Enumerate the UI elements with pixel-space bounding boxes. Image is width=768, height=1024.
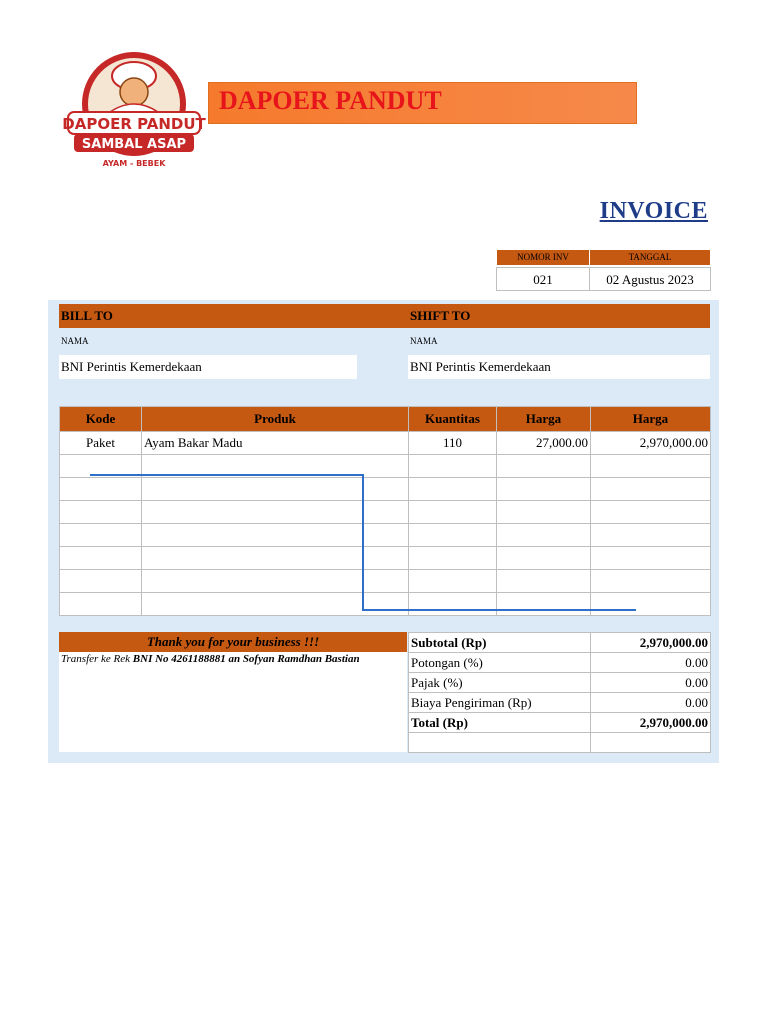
subtotal-row (409, 633, 711, 653)
cell-produk (142, 547, 409, 570)
cell-kuantitas (409, 547, 497, 570)
cell-produk: Ayam Bakar Madu (142, 432, 409, 455)
svg-text:DAPOER PANDUT: DAPOER PANDUT (62, 115, 206, 133)
table-row (60, 432, 711, 455)
cell-kode (60, 547, 142, 570)
bill-to-name-label: NAMA (61, 336, 89, 346)
cell-kode (60, 593, 142, 616)
subtotal-label: Subtotal (Rp) (409, 633, 591, 653)
payment-note-account: BNI No 4261188881 an Sofyan Ramdhan Bastian (132, 653, 360, 665)
thank-you-banner: Thank you for your business !!! (59, 632, 407, 652)
table-row (60, 478, 711, 501)
payment-note (61, 653, 381, 666)
table-row (60, 501, 711, 524)
cell-harga-total: 2,970,000.00 (591, 432, 711, 455)
invoice-date: 02 Agustus 2023 (589, 267, 711, 291)
shipping-row (409, 693, 711, 713)
cell-harga-total (591, 570, 711, 593)
payment-note-prefix: Transfer ke Rek (61, 653, 133, 665)
svg-text:SAMBAL ASAP: SAMBAL ASAP (81, 137, 187, 152)
total-label: Total (Rp) (409, 713, 591, 733)
totals-table (408, 632, 711, 753)
cell-produk (142, 478, 409, 501)
table-row (60, 455, 711, 478)
invoice-title: INVOICE (599, 198, 708, 224)
cell-harga (497, 501, 591, 524)
table-row (60, 524, 711, 547)
cell-produk (142, 524, 409, 547)
items-header-row (60, 407, 711, 432)
shipping-label: Biaya Pengiriman (Rp) (409, 693, 591, 713)
cell-kode: Paket (60, 432, 142, 455)
cell-kuantitas (409, 501, 497, 524)
column-header-harga: Harga (497, 407, 591, 432)
payment-note-box (59, 652, 407, 752)
cell-kuantitas: 110 (409, 432, 497, 455)
ship-to-heading: SHIFT TO (408, 304, 710, 328)
tax-label: Pajak (%) (409, 673, 591, 693)
table-row (60, 593, 711, 616)
cell-harga-total (591, 547, 711, 570)
tax-row (409, 673, 711, 693)
cell-kuantitas (409, 570, 497, 593)
cell-harga (497, 455, 591, 478)
table-row (60, 547, 711, 570)
empty-row (409, 733, 711, 753)
empty-label (409, 733, 591, 753)
cell-kuantitas (409, 593, 497, 616)
cell-produk (142, 501, 409, 524)
invoice-number: 021 (496, 267, 590, 291)
cell-harga-total (591, 501, 711, 524)
column-header-produk: Produk (142, 407, 409, 432)
cell-kode (60, 478, 142, 501)
cell-harga-total (591, 478, 711, 501)
invoice-number-header: NOMOR INV (497, 250, 589, 265)
column-header-kode: Kode (60, 407, 142, 432)
cell-kode (60, 501, 142, 524)
cell-harga (497, 524, 591, 547)
cell-harga (497, 547, 591, 570)
column-header-kuantitas: Kuantitas (409, 407, 497, 432)
brand-name: DAPOER PANDUT (219, 86, 442, 115)
empty-value (591, 733, 711, 753)
discount-row (409, 653, 711, 673)
ship-to-name-label: NAMA (410, 336, 438, 346)
cell-harga (497, 593, 591, 616)
brand-banner (208, 82, 637, 124)
total-row (409, 713, 711, 733)
svg-text:AYAM - BEBEK: AYAM - BEBEK (102, 159, 166, 168)
cell-produk (142, 593, 409, 616)
cell-harga: 27,000.00 (497, 432, 591, 455)
cell-harga-total (591, 593, 711, 616)
column-header-harga-total: Harga (591, 407, 711, 432)
cell-kode (60, 455, 142, 478)
cell-harga-total (591, 524, 711, 547)
cell-kuantitas (409, 455, 497, 478)
table-row (60, 570, 711, 593)
invoice-date-header: TANGGAL (590, 250, 710, 265)
shipping-value: 0.00 (591, 693, 711, 713)
subtotal-value: 2,970,000.00 (591, 633, 711, 653)
cell-kode (60, 524, 142, 547)
cell-produk (142, 570, 409, 593)
cell-kuantitas (409, 524, 497, 547)
cell-harga (497, 478, 591, 501)
cell-harga-total (591, 455, 711, 478)
items-table (59, 406, 711, 616)
dapoer-pandut-logo (60, 46, 208, 174)
total-value: 2,970,000.00 (591, 713, 711, 733)
bill-to-name: BNI Perintis Kemerdekaan (59, 355, 357, 379)
discount-value: 0.00 (591, 653, 711, 673)
bill-to-heading: BILL TO (59, 304, 408, 328)
cell-produk (142, 455, 409, 478)
discount-label: Potongan (%) (409, 653, 591, 673)
cell-harga (497, 570, 591, 593)
cell-kode (60, 570, 142, 593)
cell-kuantitas (409, 478, 497, 501)
ship-to-name: BNI Perintis Kemerdekaan (408, 355, 710, 379)
tax-value: 0.00 (591, 673, 711, 693)
